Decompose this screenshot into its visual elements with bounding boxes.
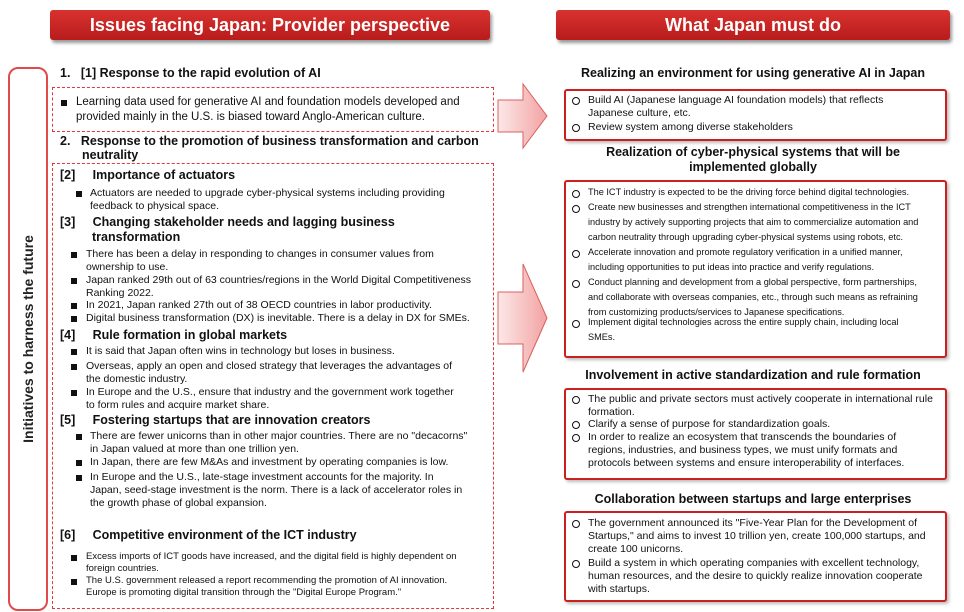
h6-line: The U.S. government released a report recommending the promotion of AI innovation. <box>86 575 448 586</box>
r1-line: Japanese culture, etc. <box>588 107 691 119</box>
bullet-circle <box>572 190 580 198</box>
bullet-circle <box>572 124 580 132</box>
h3-line: Japan ranked 29th out of 63 countries/regions in the World Digital Competitiveness <box>86 274 472 286</box>
bullet-square <box>71 303 77 309</box>
section-1-title: 1. [1] Response to the rapid evolution of AI <box>60 66 321 80</box>
bullet-square <box>71 579 77 585</box>
bullet-square <box>71 316 77 322</box>
h5-line: There are fewer unicorns than in other major countries. There are no "decacorns" <box>90 430 468 442</box>
section-2-title: 2. Response to the promotion of business transformation and carbon <box>60 134 479 148</box>
r4-line: Build a system in which operating companies with excellent technology, <box>588 557 920 569</box>
section-1-box <box>52 87 494 132</box>
section-2-title-cont: neutrality <box>82 148 139 162</box>
h3-line: There has been a delay in responding to changes in consumer values from <box>86 248 434 260</box>
r3-title: Involvement in active standardization and rule formation <box>585 368 921 382</box>
bullet-square <box>76 434 82 440</box>
h5-line: In Japan, there are few M&As and investment by operating companies is low. <box>90 456 449 468</box>
h6-line: Excess imports of ICT goods have increased, and the digital field is highly dependent on <box>86 551 457 562</box>
r2-title: Realization of cyber-physical systems that will be <box>606 145 900 159</box>
r3-line: In order to realize an ecosystem that transcends the boundaries of <box>588 431 897 443</box>
h6-line: Europe is promoting digital transition through the "Digital Europe Program." <box>86 587 402 598</box>
bullet-circle <box>572 421 580 429</box>
h5-line: in Japan valued at more than one trillion yen. <box>90 443 299 455</box>
r4-line: The government announced its "Five-Year Plan for the Development of <box>588 517 918 529</box>
h4-line: In Europe and the U.S., ensure that industry and the government work together <box>86 386 454 398</box>
heading-3: [3] Changing stakeholder needs and lagging business <box>60 215 395 229</box>
h4-line: the domestic industry. <box>86 373 188 385</box>
r1-title: Realizing an environment for using generative AI in Japan <box>580 66 926 80</box>
bullet-circle <box>572 205 580 213</box>
heading-2: [2] Importance of actuators <box>60 168 236 182</box>
r2-line: The ICT industry is expected to be the driving force behind digital technologies. <box>588 187 910 197</box>
bullet-square <box>76 460 82 466</box>
bullet-square <box>76 191 82 197</box>
bullet-square <box>76 475 82 481</box>
bullet-square <box>61 100 67 106</box>
h3-line: Ranking 2022. <box>86 287 154 299</box>
r2-line: including opportunities to put ideas into practice and verify regulations. <box>588 262 875 272</box>
h3-line: Digital business transformation (DX) is inevitable. There is a delay in DX for SMEs. <box>86 312 470 324</box>
r3-line: The public and private sectors must actively cooperate in international rule <box>588 393 933 405</box>
r3-line: regions, industries, and business types, we must unify formats and <box>588 444 898 456</box>
h2-line: feedback to physical space. <box>90 200 219 212</box>
r3-line: protocols between systems and ensure interoperability of interfaces. <box>588 457 905 469</box>
r2-line: Implement digital technologies across the entire supply chain, including local <box>588 317 899 327</box>
h4-line: to form rules and acquire market share. <box>86 399 270 411</box>
bullet-circle <box>572 396 580 404</box>
bullet-circle <box>572 434 580 442</box>
r3-line: Clarify a sense of purpose for standardization goals. <box>588 418 831 430</box>
bullet-circle <box>572 250 580 258</box>
s1-bullet-line: provided mainly in the U.S. is biased toward Anglo-American culture. <box>76 111 426 123</box>
h3-line: In 2021, Japan ranked 27th out of 38 OECD countries in labor productivity. <box>86 299 432 311</box>
bullet-square <box>71 278 77 284</box>
r2-title-cont: implemented globally <box>689 160 817 174</box>
r2-line: from customizing products/services to Japanese specifications. <box>588 307 845 317</box>
bullet-square <box>71 364 77 370</box>
h5-line: the growth phase of global expansion. <box>90 497 267 509</box>
r2-line: and collaborate with overseas companies, etc., through such means as refraining <box>588 292 918 302</box>
h6-line: foreign countries. <box>86 563 159 574</box>
heading-3-cont: transformation <box>92 230 181 244</box>
bullet-square <box>71 349 77 355</box>
bullet-square <box>71 252 77 258</box>
h4-line: It is said that Japan often wins in technology but loses in business. <box>86 345 395 357</box>
bullet-circle <box>572 280 580 288</box>
bullet-circle <box>572 560 580 568</box>
heading-5: [5] Fostering startups that are innovation creators <box>60 413 371 427</box>
r2-line: carbon neutrality through upgrading cyber-physical systems using robots, etc. <box>588 232 904 242</box>
arrow-right-icon <box>497 262 549 374</box>
r4-line: human resources, and the desire to quickly realize innovation cooperate <box>588 570 923 582</box>
r2-line: Conduct planning and development from a global perspective, form partnerships, <box>588 277 917 287</box>
heading-4: [4] Rule formation in global markets <box>60 328 288 342</box>
side-label-box <box>8 67 48 611</box>
r1-line: Review system among diverse stakeholders <box>588 121 793 133</box>
r2-line: Create new businesses and strengthen international competitiveness in the ICT <box>588 202 911 212</box>
r2-line: SMEs. <box>588 332 616 342</box>
bullet-circle <box>572 320 580 328</box>
r4-title: Collaboration between startups and large enterprises <box>594 492 912 506</box>
r4-line: Startups," and aims to invest 10 trillion yen, create 100,000 startups, and <box>588 530 926 542</box>
heading-6: [6] Competitive environment of the ICT industry <box>60 528 357 542</box>
r4-line: create 100 unicorns. <box>588 543 684 555</box>
r2-line: industry by actively supporting projects that aim to commercialize automation and <box>588 217 919 227</box>
bullet-circle <box>572 520 580 528</box>
h5-line: Japan, seed-stage investment is the norm. There is a lack of accelerator roles in <box>90 484 463 496</box>
r4-line: with startups. <box>588 583 650 595</box>
side-label: Initiatives to harness the future <box>20 235 36 443</box>
s1-bullet-line: Learning data used for generative AI and foundation models developed and <box>76 96 460 108</box>
bullet-circle <box>572 97 580 105</box>
h5-line: In Europe and the U.S., late-stage investment accounts for the majority. In <box>90 471 434 483</box>
bullet-square <box>71 390 77 396</box>
bullet-square <box>71 555 77 561</box>
arrow-right-icon <box>497 82 549 150</box>
h3-line: ownership to use. <box>86 261 169 273</box>
r1-line: Build AI (Japanese language AI foundation models) that reflects <box>588 94 884 106</box>
h4-line: Overseas, apply an open and closed strategy that leverages the advantages of <box>86 360 452 372</box>
left-header: Issues facing Japan: Provider perspective <box>50 10 490 40</box>
r2-line: Accelerate innovation and promote regulatory verification in a unified manner, <box>588 247 903 257</box>
right-header: What Japan must do <box>556 10 950 40</box>
r3-line: formation. <box>588 406 635 418</box>
h2-line: Actuators are needed to upgrade cyber-physical systems including providing <box>90 187 445 199</box>
